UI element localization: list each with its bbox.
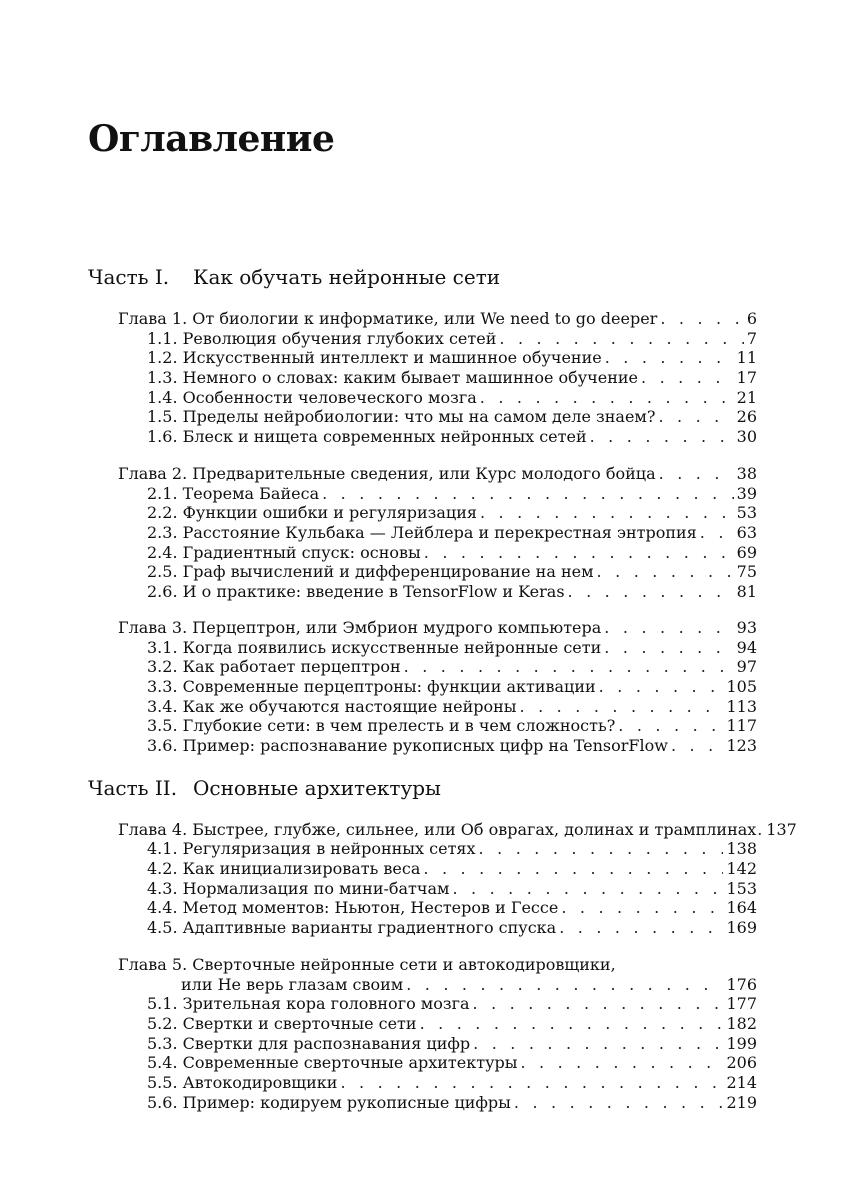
dot-leader <box>520 697 724 717</box>
page-number: 39 <box>736 484 757 503</box>
part-heading <box>88 776 441 800</box>
toc-section-entry[interactable] <box>147 657 757 677</box>
toc-section-entry[interactable] <box>147 994 757 1014</box>
section-title: 1.3. Немного о словах: каким бывает машинное обучение <box>147 368 639 387</box>
toc-section-entry[interactable] <box>147 543 757 563</box>
dot-leader <box>473 994 724 1014</box>
toc-section-entry[interactable] <box>147 582 757 602</box>
page-number: 6 <box>746 309 757 328</box>
section-title: 4.2. Как инициализировать веса <box>147 859 421 878</box>
dot-leader <box>590 427 734 447</box>
toc-section-entry[interactable] <box>147 1053 757 1073</box>
page-number: 137 <box>766 820 797 839</box>
section-title: 3.1. Когда появились искусственные нейронные сети <box>147 638 602 657</box>
section-title: 4.5. Адаптивные варианты градиентного спуска <box>147 918 557 937</box>
dot-leader <box>568 582 734 602</box>
chapter-title: Глава 2. Предварительные сведения, или Курс молодого бойца <box>118 464 656 483</box>
part-heading <box>88 265 500 289</box>
section-title: 5.1. Зрительная кора головного мозга <box>147 994 470 1013</box>
dot-leader <box>420 1014 724 1034</box>
toc-section-entry[interactable] <box>147 329 757 349</box>
page-number: 142 <box>726 859 757 878</box>
page-number: 169 <box>726 918 757 937</box>
page-number: 138 <box>726 839 757 858</box>
page-number: 75 <box>736 562 757 581</box>
page-number: 53 <box>736 503 757 522</box>
section-title: 5.5. Автокодировщики <box>147 1073 338 1092</box>
dot-leader <box>514 1093 724 1113</box>
dot-leader <box>658 407 733 427</box>
toc-section-entry[interactable] <box>147 523 757 543</box>
page-number: 11 <box>736 348 757 367</box>
dot-leader <box>559 918 723 938</box>
section-title: 3.6. Пример: распознавание рукописных цифр на TensorFlow <box>147 736 668 755</box>
toc-chapter-entry[interactable] <box>118 618 757 638</box>
toc-section-entry[interactable] <box>147 879 757 899</box>
toc-chapter-entry[interactable] <box>118 309 757 329</box>
page-number: 81 <box>736 582 757 601</box>
dot-leader <box>660 309 744 329</box>
section-title: 1.6. Блеск и нищета современных нейронных сетей <box>147 427 587 446</box>
dot-leader <box>499 329 743 349</box>
section-title: 5.3. Свертки для распознавания цифр <box>147 1034 471 1053</box>
dot-leader <box>659 464 734 484</box>
page-title: Оглавление <box>88 118 335 160</box>
toc-section-entry[interactable] <box>147 839 757 859</box>
page-number: 63 <box>736 523 757 542</box>
dot-leader <box>322 484 734 504</box>
dot-leader <box>479 839 724 859</box>
toc-section-entry[interactable] <box>147 388 757 408</box>
page-number: 26 <box>736 407 757 426</box>
page-number: 113 <box>726 697 757 716</box>
section-title: 3.5. Глубокие сети: в чем прелесть и в чем сложность? <box>147 716 616 735</box>
page-number: 93 <box>736 618 757 637</box>
toc-section-entry[interactable] <box>147 348 757 368</box>
toc-section-entry[interactable] <box>147 898 757 918</box>
section-title: 1.5. Пределы нейробиологии: что мы на самом деле знаем? <box>147 407 656 426</box>
dot-leader <box>604 618 733 638</box>
toc-section-entry[interactable] <box>147 638 757 658</box>
part-number: Часть II. <box>88 776 178 800</box>
section-title: 2.1. Теорема Байеса <box>147 484 320 503</box>
dot-leader <box>473 1034 723 1054</box>
toc-section-entry[interactable] <box>147 736 757 756</box>
section-title: 3.3. Современные перцептроны: функции активации <box>147 677 596 696</box>
dot-leader <box>404 657 734 677</box>
section-title: 2.3. Расстояние Кульбака — Лейблера и перекрестная энтропия <box>147 523 697 542</box>
toc-section-entry[interactable] <box>147 562 757 582</box>
page-number: 17 <box>736 368 757 387</box>
section-title: 5.6. Пример: кодируем рукописные цифры <box>147 1093 511 1112</box>
page-number: 94 <box>736 638 757 657</box>
page-number: 214 <box>726 1073 757 1092</box>
toc-section-entry[interactable] <box>147 716 757 736</box>
page-number: 21 <box>736 388 757 407</box>
chapter-title: Глава 4. Быстрее, глубже, сильнее, или Об оврагах, долинах и трамплинах <box>118 820 757 839</box>
dot-leader <box>520 1053 723 1073</box>
toc-section-entry[interactable] <box>147 1014 757 1034</box>
page-number: 123 <box>726 736 757 755</box>
toc-section-entry[interactable] <box>147 484 757 504</box>
page-number: 199 <box>726 1034 757 1053</box>
page-number: 219 <box>726 1093 757 1112</box>
section-title: 2.2. Функции ошибки и регуляризация <box>147 503 477 522</box>
toc-chapter-entry[interactable] <box>181 975 757 995</box>
page-number: 177 <box>726 994 757 1013</box>
dot-leader <box>604 638 733 658</box>
toc-section-entry[interactable] <box>147 503 757 523</box>
section-title: 5.2. Свертки и сверточные сети <box>147 1014 417 1033</box>
toc-section-entry[interactable] <box>147 859 757 879</box>
section-title: 1.1. Революция обучения глубоких сетей <box>147 329 497 348</box>
section-title: 2.4. Градиентный спуск: основы <box>147 543 421 562</box>
section-title: 3.4. Как же обучаются настоящие нейроны <box>147 697 517 716</box>
dot-leader <box>480 503 734 523</box>
page-number: 164 <box>726 898 757 917</box>
chapter-title: Глава 1. От биологии к информатике, или We need to go deeper <box>118 309 658 328</box>
chapter-title[interactable]: Глава 5. Сверточные нейронные сети и автокодировщики, <box>118 955 616 974</box>
toc-chapter-entry[interactable] <box>118 464 757 484</box>
page-number: 182 <box>726 1014 757 1033</box>
page-number: 30 <box>736 427 757 446</box>
toc-section-entry[interactable] <box>147 427 757 447</box>
dot-leader <box>406 975 723 995</box>
page-number: 69 <box>736 543 757 562</box>
dot-leader <box>618 716 723 736</box>
page-number: 206 <box>726 1053 757 1072</box>
page-number: 153 <box>726 879 757 898</box>
dot-leader <box>452 879 723 899</box>
dot-leader <box>757 820 765 840</box>
page-number: 117 <box>726 716 757 735</box>
section-title: 3.2. Как работает перцептрон <box>147 657 401 676</box>
dot-leader <box>605 348 734 368</box>
toc-section-entry[interactable] <box>147 368 757 388</box>
part-title: Как обучать нейронные сети <box>193 265 501 289</box>
page-number: 176 <box>726 975 757 994</box>
toc-section-entry[interactable] <box>147 407 757 427</box>
dot-leader <box>561 898 723 918</box>
page-number: 97 <box>736 657 757 676</box>
section-title: 1.2. Искусственный интеллект и машинное обучение <box>147 348 602 367</box>
toc-section-entry[interactable] <box>147 1073 757 1093</box>
section-title: 2.6. И о практике: введение в TensorFlow и Keras <box>147 582 565 601</box>
dot-leader <box>423 859 723 879</box>
toc-section-entry[interactable] <box>147 1093 757 1113</box>
dot-leader <box>424 543 734 563</box>
page-number: 38 <box>736 464 757 483</box>
dot-leader <box>641 368 734 388</box>
section-title: 4.4. Метод моментов: Ньютон, Нестеров и Гессе <box>147 898 559 917</box>
section-title: 2.5. Граф вычислений и дифференцирование на нем <box>147 562 594 581</box>
chapter-title-continued: или Не верь глазам своим <box>181 975 404 994</box>
toc-section-entry[interactable] <box>147 918 757 938</box>
chapter-title: Глава 3. Перцептрон, или Эмбрион мудрого компьютера <box>118 618 602 637</box>
dot-leader <box>671 736 724 756</box>
section-title: 5.4. Современные сверточные архитектуры <box>147 1053 518 1072</box>
toc-chapter-entry[interactable] <box>118 820 797 840</box>
part-number: Часть I. <box>88 265 170 289</box>
page-number: 105 <box>726 677 757 696</box>
toc-section-entry[interactable] <box>147 677 757 697</box>
toc-section-entry[interactable] <box>147 697 757 717</box>
section-title: 1.4. Особенности человеческого мозга <box>147 388 477 407</box>
dot-leader <box>340 1073 723 1093</box>
section-title: 4.1. Регуляризация в нейронных сетях <box>147 839 476 858</box>
dot-leader <box>700 523 734 543</box>
page-number: 7 <box>746 329 757 348</box>
dot-leader <box>480 388 734 408</box>
toc-section-entry[interactable] <box>147 1034 757 1054</box>
dot-leader <box>597 562 734 582</box>
part-title: Основные архитектуры <box>193 776 441 800</box>
dot-leader <box>599 677 724 697</box>
section-title: 4.3. Нормализация по мини-батчам <box>147 879 450 898</box>
